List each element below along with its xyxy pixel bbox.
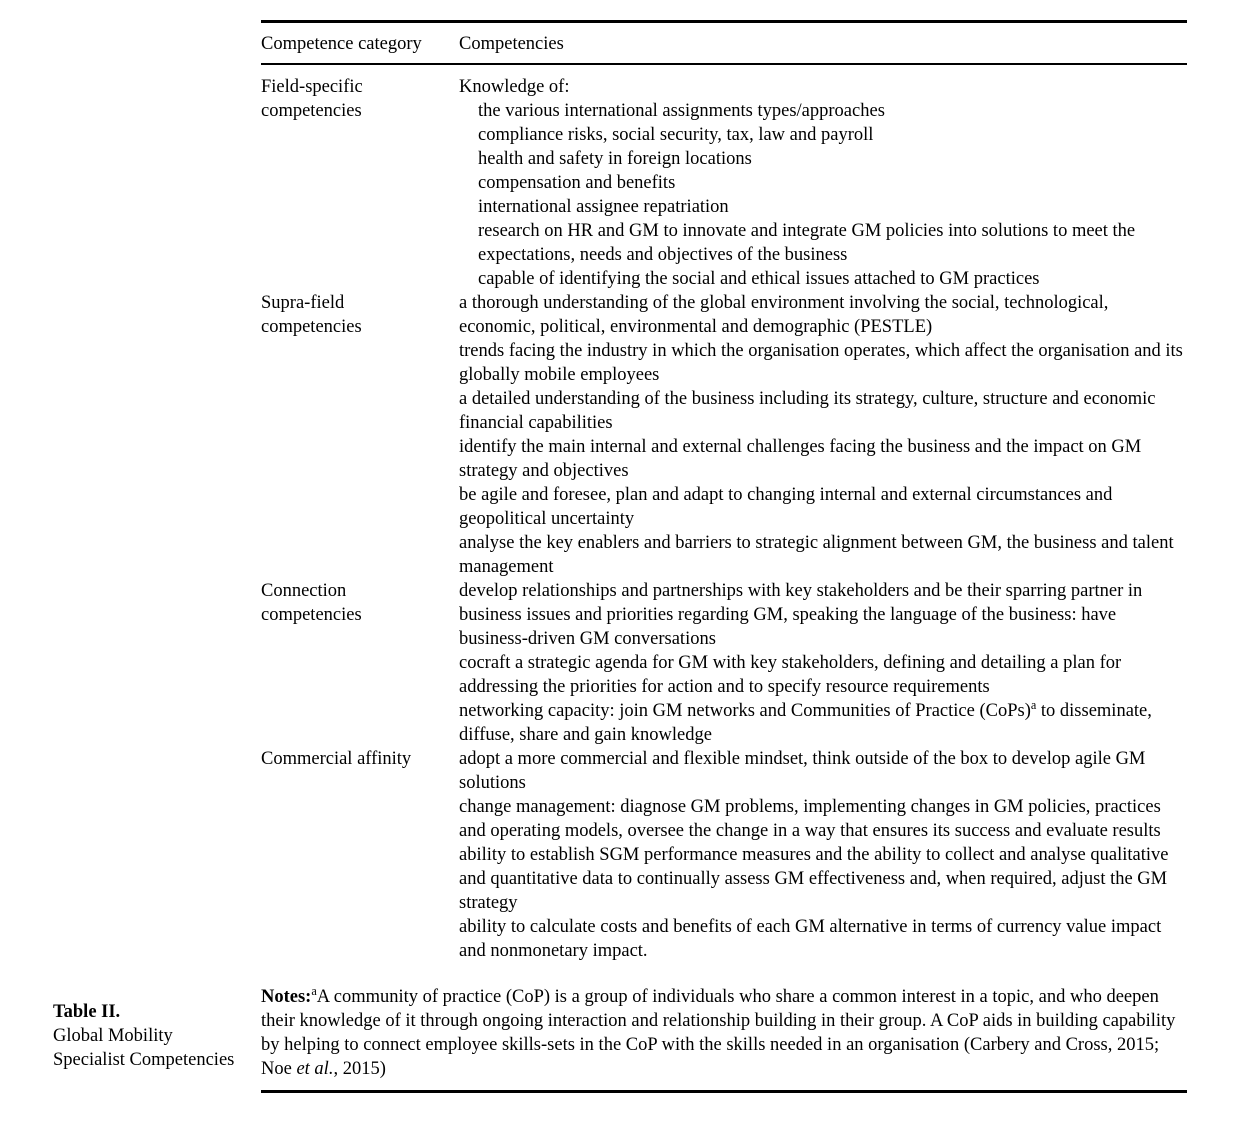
competency-item: ability to establish SGM performance measures and the ability to collect and analyse qualitative and quantitative data to continually assess GM effectiveness and, when required, adjust the GM strategy xyxy=(459,845,1169,913)
table-notes xyxy=(261,973,1187,1090)
notes-marker: a xyxy=(311,983,317,998)
competency-item: a thorough understanding of the global environment involving the social, technological, economic, political, environmental and demographic (PESTLE) xyxy=(459,293,1109,337)
competency-item: health and safety in foreign locations xyxy=(478,149,752,169)
competency-list xyxy=(459,99,1187,291)
table-bottom-rule xyxy=(261,1090,1187,1093)
category-label-line: competencies xyxy=(261,101,362,121)
competency-item: develop relationships and partnerships with key stakeholders and be their sparring partner in business issues and priorities regarding GM, speaking the language of the business: have business-driven GM conversations xyxy=(459,581,1143,649)
category-label-line: Supra-field xyxy=(261,293,345,313)
notes-text-part-2: , 2015) xyxy=(333,1059,386,1079)
competency-item: research on HR and GM to innovate and integrate GM policies into solutions to meet the expectations, needs and objectives of the business xyxy=(478,221,1136,265)
competence-category-cell xyxy=(261,75,459,123)
competency-item: international assignee repatriation xyxy=(478,197,729,217)
competency-item: change management: diagnose GM problems, implementing changes in GM policies, practices and operating models, oversee the change in a way that ensures its success and evaluate results xyxy=(459,797,1161,841)
category-label-line: competencies xyxy=(261,605,362,625)
competency-item: be agile and foresee, plan and adapt to changing internal and external circumstances and geopolitical uncertainty xyxy=(459,485,1113,529)
column-header-competence-category: Competence category xyxy=(261,34,422,54)
competency-item: ability to calculate costs and benefits of each GM alternative in terms of currency value impact and nonmonetary impact. xyxy=(459,917,1162,961)
table-row xyxy=(261,291,1187,579)
competency-item: capable of identifying the social and ethical issues attached to GM practices xyxy=(478,269,1040,289)
competency-list xyxy=(459,291,1187,579)
table-caption-line-1: Global Mobility xyxy=(53,1026,173,1046)
category-label-line: Connection xyxy=(261,581,347,601)
competency-item: adopt a more commercial and flexible mindset, think outside of the box to develop agile GM solutions xyxy=(459,749,1146,793)
table-caption-title: Table II. xyxy=(53,1002,121,1022)
competency-item: compensation and benefits xyxy=(478,173,676,193)
table-caption xyxy=(53,1000,253,1072)
table-body xyxy=(261,65,1187,973)
competency-item: compliance risks, social security, tax, law and payroll xyxy=(478,125,874,145)
competence-category-cell xyxy=(261,747,459,771)
competencies-cell xyxy=(459,75,1187,291)
competencies-lead-in: Knowledge of: xyxy=(459,77,570,97)
competency-item: cocraft a strategic agenda for GM with key stakeholders, defining and detailing a plan for addressing the priorities for action and to specify resource requirements xyxy=(459,653,1122,697)
competency-item: trends facing the industry in which the organisation operates, which affect the organisation and its globally mobile employees xyxy=(459,341,1183,385)
category-label-line: competencies xyxy=(261,317,362,337)
notes-text-part-1: A community of practice (CoP) is a group of individuals who share a common interest in a topic, and who deepen their knowledge of it through ongoing interaction and relationship building in their group. A CoP aids in building capability by helping to connect employee skills-sets in the CoP with the skills needed in an organisation (Carbery and Cross, 2015; Noe xyxy=(261,987,1176,1079)
competence-category-cell xyxy=(261,291,459,339)
table-row xyxy=(261,747,1187,963)
competency-item: analyse the key enablers and barriers to strategic alignment between GM, the business and talent management xyxy=(459,533,1174,577)
competency-item: identify the main internal and external challenges facing the business and the impact on GM strategy and objectives xyxy=(459,437,1142,481)
notes-et-al: et al. xyxy=(296,1059,334,1079)
table-row xyxy=(261,579,1187,747)
competencies-cell xyxy=(459,291,1187,579)
footnote-marker: a xyxy=(1030,697,1037,712)
competency-item: the various international assignments types/approaches xyxy=(478,101,885,121)
column-header-competencies: Competencies xyxy=(459,34,564,54)
competencies-cell xyxy=(459,579,1187,747)
competency-item: networking capacity: join GM networks and Communities of Practice (CoPs)$^a$ to disseminate, diffuse, share and gain knowledge xyxy=(459,697,1152,745)
competency-item: a detailed understanding of the business including its strategy, culture, structure and economic financial capabilities xyxy=(459,389,1156,433)
competencies-cell xyxy=(459,747,1187,963)
table-row xyxy=(261,75,1187,291)
competency-table xyxy=(261,20,1187,1093)
competency-list xyxy=(459,747,1187,963)
category-label-line: Commercial affinity xyxy=(261,749,412,769)
notes-label: Notes: xyxy=(261,987,312,1007)
competence-category-cell xyxy=(261,579,459,627)
table-header-row xyxy=(261,23,1187,63)
competency-list xyxy=(459,579,1187,747)
table-caption-line-2: Specialist Competencies xyxy=(53,1050,235,1070)
category-label-line: Field-specific xyxy=(261,77,363,97)
